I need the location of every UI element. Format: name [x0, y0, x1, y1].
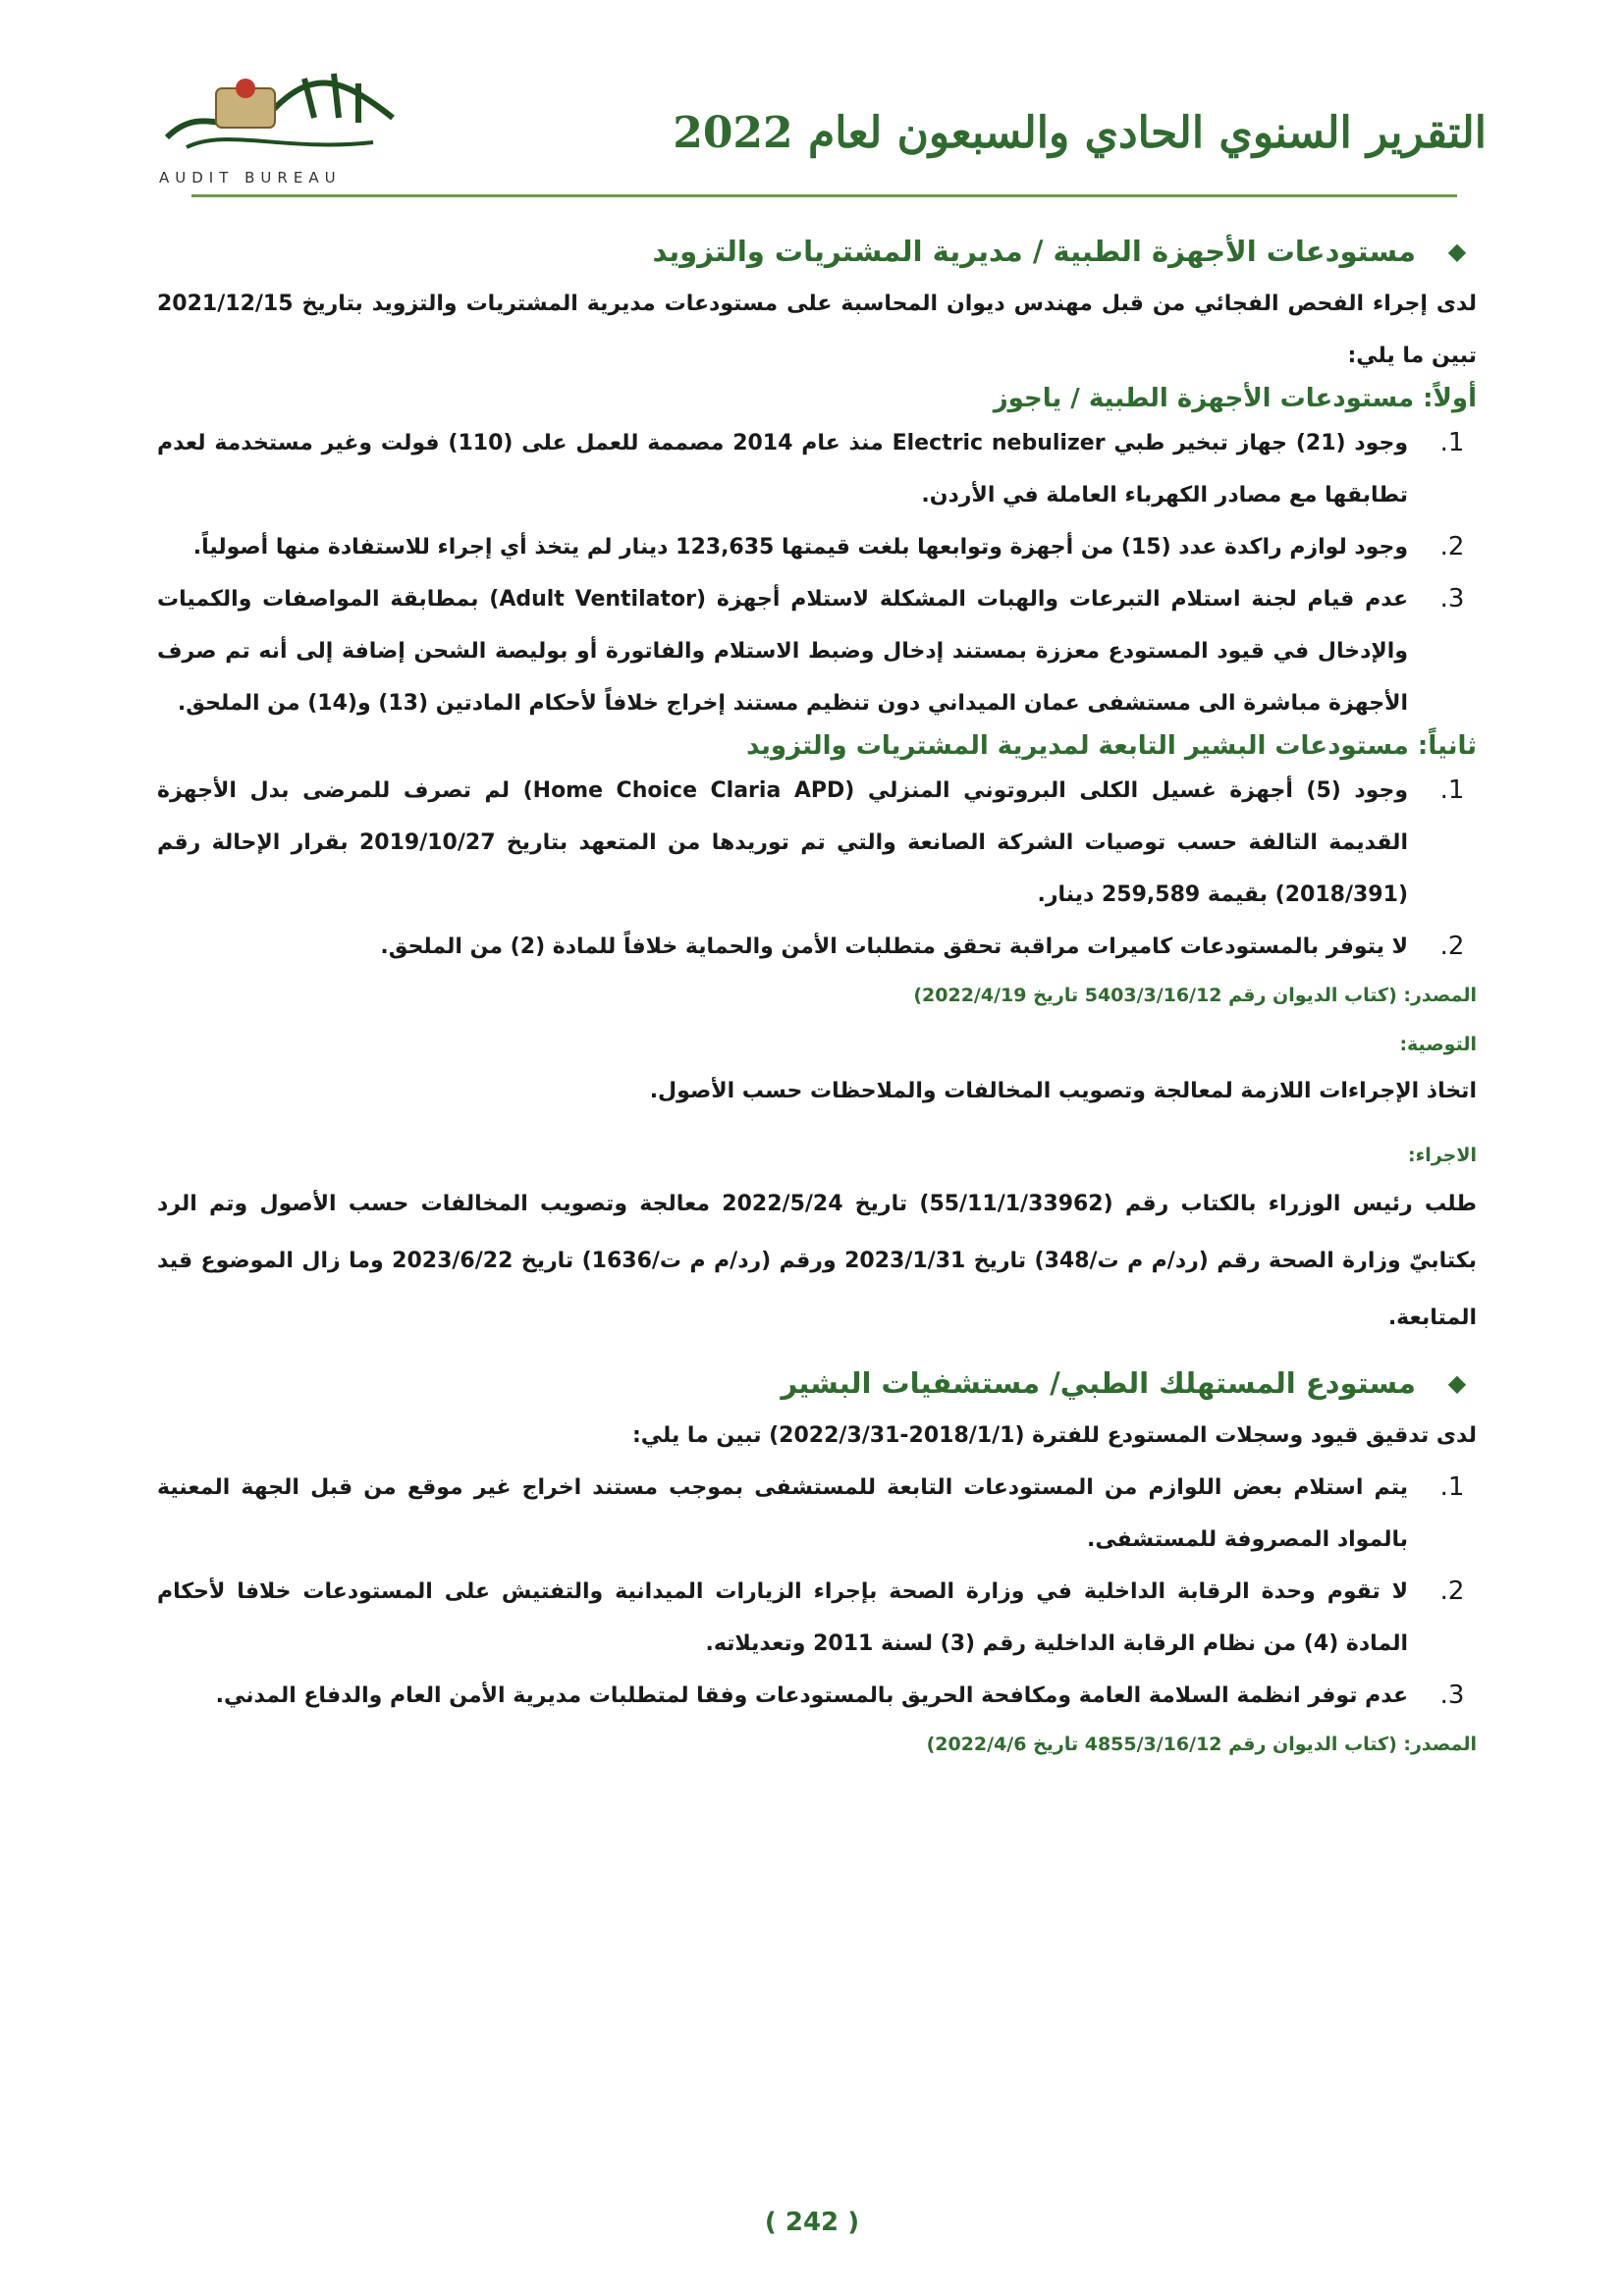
item-text: عدم توفر انظمة السلامة العامة ومكافحة الحريق بالمستودعات وفقا لمتطلبات مديرية الأمن العام والدفاع المدني.: [215, 1683, 1408, 1708]
item-number: 2.: [1439, 1576, 1465, 1606]
audit-bureau-logo: [147, 59, 422, 187]
item-number: 3.: [1439, 1681, 1465, 1710]
section-heading: [157, 1366, 1477, 1400]
section-title: مستودع المستهلك الطبي/ مستشفيات البشير: [781, 1366, 1416, 1400]
item-number: 1.: [1439, 775, 1465, 805]
report-title: التقرير السنوي الحادي والسبعون لعام 2022: [673, 108, 1487, 158]
section-intro: لدى تدقيق قيود وسجلات المستودع للفترة (2018/1/1-2022/3/31) تبين ما يلي:: [631, 1423, 1477, 1448]
page-header: [137, 49, 1487, 196]
source-citation: المصدر: (كتاب الديوان رقم 5403/3/16/12 تاريخ 2022/4/19): [913, 985, 1477, 1006]
logo-subtitle: AUDIT BUREAU: [159, 169, 342, 187]
subsection-heading: ثانياً: مستودعات البشير التابعة لمديرية المشتريات والتزويد: [746, 731, 1477, 761]
subsection-heading: أولاً: مستودعات الأجهزة الطبية / ياجوز: [993, 384, 1477, 413]
recommendation-text: اتخاذ الإجراءات اللازمة لمعالجة وتصويب المخالفات والملاحظات حسب الأصول.: [649, 1079, 1477, 1103]
item-number: 3.: [1439, 584, 1465, 614]
list-item: [157, 573, 1477, 729]
item-number: 1.: [1439, 1472, 1465, 1502]
list-item: [157, 921, 1477, 973]
action-label: الاجراء:: [1408, 1145, 1477, 1166]
main-content: [157, 221, 1477, 1773]
item-text: وجود (21) جهاز تبخير طبي Electric nebulizer منذ عام 2014 مصممة للعمل على (110) فولت وغير مستخدمة لعدم تطابقها مع مصادر الكهرباء العاملة في الأردن.: [157, 431, 1408, 507]
item-text: وجود (5) أجهزة غسيل الكلى البروتوني المنزلي (Home Choice Claria APD) لم تصرف للمرضى بدل الأجهزة القديمة التالفة حسب توصيات الشركة الصانعة والتي تم توريدها من المتعهد بتاريخ 2019/10/27 بقرار الإحالة رقم (2018/391) بقيمة 259,589 دينار.: [157, 778, 1408, 907]
item-text: لا تقوم وحدة الرقابة الداخلية في وزارة الصحة بإجراء الزيارات الميدانية والتفتيش على المستودعات خلافا لأحكام المادة (4) من نظام الرقابة الداخلية رقم (3) لسنة 2011 وتعديلاته.: [157, 1579, 1408, 1656]
source-citation: المصدر: (كتاب الديوان رقم 4855/3/16/12 تاريخ 2022/4/6): [926, 1734, 1477, 1755]
item-number: 2.: [1439, 932, 1465, 961]
page-number: ( 242 ): [764, 2208, 860, 2237]
logo-emblem-icon: [147, 59, 422, 167]
item-text: عدم قيام لجنة استلام التبرعات والهبات المشكلة لاستلام أجهزة (Adult Ventilator) بمطابقة المواصفات والكميات والإدخال في قيود المستودع معززة بمستند إدخال وضبط الاستلام والفاتورة أو بوليصة الشحن إضافة إلى أنه تم صرف الأجهزة مباشرة الى مستشفى عمان الميداني دون تنظيم مستند إخراج خلافاً لأحكام المادتين (13) و(14) من الملحق.: [157, 587, 1408, 716]
list-item: [157, 1462, 1477, 1566]
item-text: لا يتوفر بالمستودعات كاميرات مراقبة تحقق متطلبات الأمن والحماية خلافاً للمادة (2) من الملحق.: [380, 934, 1408, 959]
list-item: [157, 1670, 1477, 1722]
item-text: يتم استلام بعض اللوازم من المستودعات التابعة للمستشفى بموجب مستند اخراج غير موقع من قبل الجهة المعنية بالمواد المصروفة للمستشفى.: [157, 1475, 1408, 1552]
action-text: طلب رئيس الوزراء بالكتاب رقم (55/11/1/33962) تاريخ 2022/5/24 معالجة وتصويب المخالفات حسب الأصول وتم الرد بكتابيّ وزارة الصحة رقم (رد/م م ت/348) تاريخ 2023/1/31 ورقم (رد/م م ت/1636) تاريخ 2023/6/22 وما زال الموضوع قيد المتابعة.: [157, 1192, 1477, 1330]
header-divider: [191, 194, 1457, 197]
item-number: 2.: [1439, 532, 1465, 561]
recommendation-label: التوصية:: [1399, 1034, 1477, 1055]
section-title: مستودعات الأجهزة الطبية / مديرية المشتريات والتزويد: [652, 235, 1416, 268]
list-item: [157, 521, 1477, 573]
item-number: 1.: [1439, 428, 1465, 457]
list-item: [157, 1566, 1477, 1670]
list-item: [157, 417, 1477, 521]
section-heading: [157, 235, 1477, 268]
diamond-bullet-icon: ◆: [1447, 238, 1467, 265]
diamond-bullet-icon: ◆: [1447, 1369, 1467, 1397]
section-intro: لدى إجراء الفحص الفجائي من قبل مهندس ديوان المحاسبة على مستودعات مديرية المشتريات والتزويد بتاريخ 2021/12/15 تبين ما يلي:: [157, 292, 1477, 368]
item-text: وجود لوازم راكدة عدد (15) من أجهزة وتوابعها بلغت قيمتها 123,635 دينار لم يتخذ أي إجراء للاستفادة منها أصولياً.: [192, 535, 1408, 560]
list-item: [157, 765, 1477, 921]
